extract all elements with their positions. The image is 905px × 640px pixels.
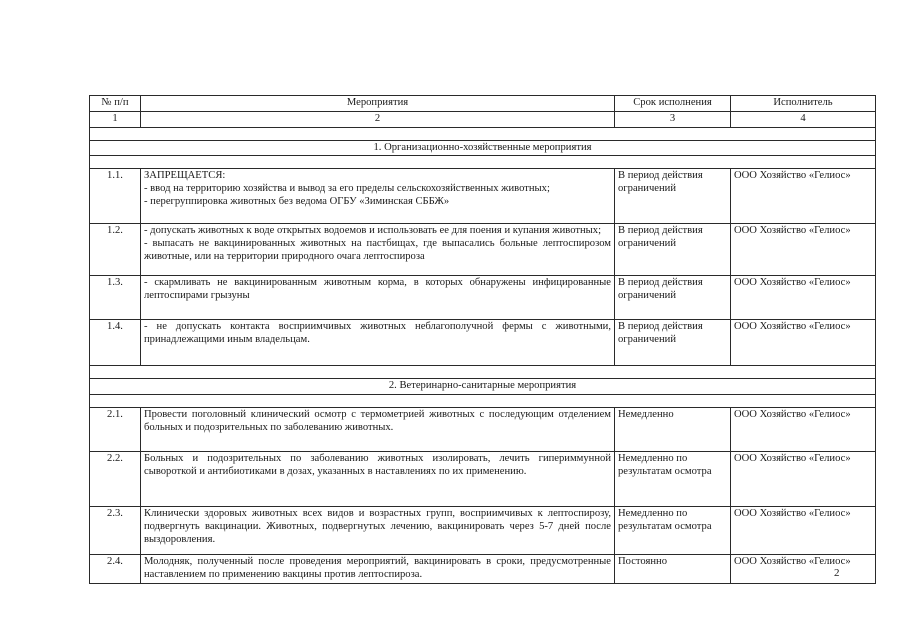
executor-cell: ООО Хозяйство «Гелиос» xyxy=(731,408,876,452)
column-number-row xyxy=(90,111,876,127)
row-number: 1.4. xyxy=(90,320,141,366)
measure-line: Провести поголовный клинический осмотр с термометрией животных с последующим отделением больных и подозрительных по заболеванию животных. xyxy=(144,409,611,433)
measure-text xyxy=(141,320,615,366)
spacer-row xyxy=(90,395,876,408)
executor-cell: ООО Хозяйство «Гелиос» xyxy=(731,320,876,366)
spacer-cell xyxy=(90,395,876,408)
term-cell: Немедленно xyxy=(615,408,731,452)
term-cell: В период действия ограничений xyxy=(615,276,731,320)
table-row xyxy=(90,224,876,276)
column-number: 4 xyxy=(731,111,876,127)
row-number: 1.3. xyxy=(90,276,141,320)
spacer-cell xyxy=(90,366,876,379)
section-row xyxy=(90,379,876,395)
measure-line: Молодняк, полученный после проведения мероприятий, вакцинировать в сроки, предусмотренные наставлением по применению вакцины против лептоспироза. xyxy=(144,556,611,580)
spacer-cell xyxy=(90,127,876,140)
executor-cell: ООО Хозяйство «Гелиос» xyxy=(731,507,876,555)
measure-line: - не допускать контакта восприимчивых животных неблагополучной фермы с животными, принадлежащими иным владельцам. xyxy=(144,321,611,346)
header-row xyxy=(90,96,876,112)
header-measures: Мероприятия xyxy=(141,96,615,112)
measures-table xyxy=(89,95,876,584)
executor-cell: ООО Хозяйство «Гелиос» xyxy=(731,276,876,320)
header-number: № п/п xyxy=(90,96,141,112)
table-row xyxy=(90,408,876,452)
measure-line: - допускать животных к воде открытых водоемов и использовать ее для поения и купания животных; xyxy=(144,225,602,237)
measure-text xyxy=(141,276,615,320)
section-title: 1. Организационно-хозяйственные мероприятия xyxy=(90,140,876,156)
measure-text xyxy=(141,452,615,507)
header-term: Срок исполнения xyxy=(615,96,731,112)
table-row xyxy=(90,276,876,320)
row-number: 2.4. xyxy=(90,555,141,584)
row-number: 2.1. xyxy=(90,408,141,452)
row-number: 2.3. xyxy=(90,507,141,555)
table-row xyxy=(90,452,876,507)
section-row xyxy=(90,140,876,156)
table-row xyxy=(90,169,876,224)
section-title: 2. Ветеринарно-санитарные мероприятия xyxy=(90,379,876,395)
term-cell: Немедленно по результатам осмотра xyxy=(615,507,731,555)
measure-text xyxy=(141,507,615,555)
measures-table-body xyxy=(90,96,876,584)
term-cell: Постоянно xyxy=(615,555,731,584)
row-number: 2.2. xyxy=(90,452,141,507)
page-number: 2 xyxy=(834,567,840,579)
measure-line: ЗАПРЕЩАЕТСЯ: xyxy=(144,170,226,182)
measure-line: Больных и подозрительных по заболеванию животных изолировать, лечить гипериммунной сывороткой и антибиотиками в дозах, указанных в наставлениях по их применению. xyxy=(144,453,611,477)
term-cell: В период действия ограничений xyxy=(615,320,731,366)
executor-cell: ООО Хозяйство «Гелиос» xyxy=(731,169,876,224)
row-number: 1.2. xyxy=(90,224,141,276)
measure-line: Клинически здоровых животных всех видов и возрастных групп, восприимчивых к лептоспирозу, подвергнуть вакцинации. Животных, подвергнутых лечению, вакцинировать через 5-7 дней после выздоровления. xyxy=(144,508,611,545)
term-cell: В период действия ограничений xyxy=(615,224,731,276)
column-number: 2 xyxy=(141,111,615,127)
column-number: 3 xyxy=(615,111,731,127)
measure-line: - скармливать не вакцинированным животным корма, в которых обнаружены инфицированные лептоспирами грызуны xyxy=(144,277,611,302)
measure-text xyxy=(141,169,615,224)
measure-line: - перегруппировка животных без ведома ОГБУ «Зиминская СББЖ» xyxy=(144,195,450,207)
term-cell: В период действия ограничений xyxy=(615,169,731,224)
column-number: 1 xyxy=(90,111,141,127)
spacer-row xyxy=(90,127,876,140)
measure-text xyxy=(141,408,615,452)
spacer-cell xyxy=(90,156,876,169)
spacer-row xyxy=(90,156,876,169)
table-row xyxy=(90,555,876,584)
executor-cell: ООО Хозяйство «Гелиос» xyxy=(731,452,876,507)
table-row xyxy=(90,507,876,555)
executor-cell: ООО Хозяйство «Гелиос» xyxy=(731,555,876,584)
term-cell: Немедленно по результатам осмотра xyxy=(615,452,731,507)
measure-text xyxy=(141,555,615,584)
table-row xyxy=(90,320,876,366)
measure-line: - ввод на территорию хозяйства и вывод за его пределы сельскохозяйственных животных; xyxy=(144,183,550,195)
executor-cell: ООО Хозяйство «Гелиос» xyxy=(731,224,876,276)
spacer-row xyxy=(90,366,876,379)
row-number: 1.1. xyxy=(90,169,141,224)
measure-text xyxy=(141,224,615,276)
header-executor: Исполнитель xyxy=(731,96,876,112)
measure-line: - выпасать не вакцинированных животных на пастбищах, где выпасались больные лептоспирозом животные, или на территории природного очага лептоспироза xyxy=(144,238,611,262)
